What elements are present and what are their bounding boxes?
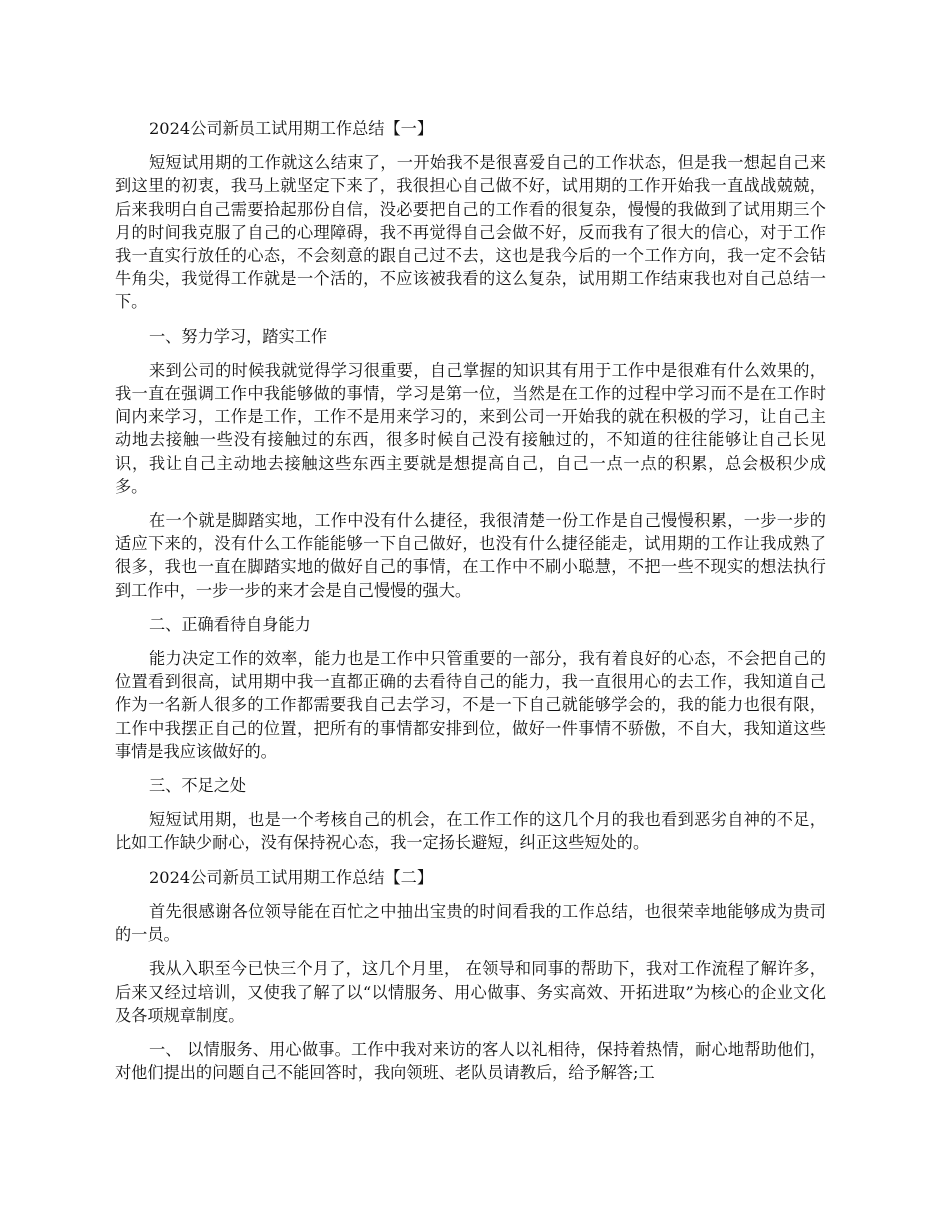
heading-shortcomings: 三、不足之处 [149, 776, 247, 796]
paragraph-ability: 能力决定工作的效率，能力也是工作中只管重要的一部分，我有着良好的心态，不会把自己的位置看到很高，试用期中我一直都正确的去看待自己的能力，我一直很用心的去工作，我知道自己作为一名新人很多的工作都需要我自己去学习，不是一下自己就能够学会的，我的能力也很有限，工作中我摆正自己的位置，把所有的事情都安排到位，做好一件事情不骄傲，不自大，我知道这些事情是我应该做好的。 [115, 649, 826, 761]
paragraph-down-to-earth: 在一个就是脚踏实地，工作中没有什么捷径，我很清楚一份工作是自己慢慢积累，一步一步的适应下来的，没有什么工作能能够一下自己做好，也没有什么捷径能走，试用期的工作让我成熟了很多，我也一直在脚踏实地的做好自己的事情，在工作中不刷小聪慧，不把一些不现实的想法执行到工作中，一步一步的来才会是自己慢慢的强大。 [115, 511, 826, 600]
document-body [115, 117, 826, 1095]
paragraph-shortcomings: 短短试用期，也是一个考核自己的机会，在工作工作的这几个月的我也看到恶劣自神的不足，比如工作缺少耐心，没有保持祝心态，我一定扬长避短，纠正这些短处的。 [115, 810, 826, 853]
intro-paragraph: 短短试用期的工作就这么结束了，一开始我不是很喜爱自己的工作状态，但是我一想起自己来到这里的初衷，我马上就坚定下来了，我很担心自己做不好，试用期的工作开始我一直战战兢兢，后来我明白自己需要拾起那份自信，没必要把自己的工作看的很复杂，慢慢的我做到了试用期三个月的时间我克服了自己的心理障碍，我不再觉得自己会做不好，反而我有了很大的信心，对于工作我一直实行放任的心态，不会刻意的跟自己过不去，这也是我今后的一个工作方向，我一定不会钻牛角尖，我觉得工作就是一个活的，不应该被我看的这么复杂，试用期工作结束我也对自己总结一下。 [115, 153, 826, 312]
section-title-part-two: 2024公司新员工试用期工作总结【二】 [149, 867, 434, 887]
heading-study-work: 一、努力学习，踏实工作 [149, 326, 328, 346]
section-title-part-one: 2024公司新员工试用期工作总结【一】 [149, 119, 434, 138]
paragraph-service: 一、 以情服务、用心做事。工作中我对来访的客人以礼相待，保持着热情，耐心地帮助他们，对他们提出的问题自己不能回答时，我向领班、老队员请教后，给予解答;工 [115, 1039, 826, 1083]
paragraph-study: 来到公司的时候我就觉得学习很重要，自己掌握的知识其有用于工作中是很难有什么效果的，我一直在强调工作中我能够做的事情，学习是第一位，当然是在工作的过程中学习而不是在工作时间内来学习，工作是工作，工作不是用来学习的，来到公司一开始我的就在积极的学习，让自己主动地去接触一些没有接触过的东西，很多时候自己没有接触过的，不知道的往往能够让自己长见识，我让自己主动地去接触这些东西主要就是想提高自己，自己一点一点的积累，总会极积少成多。 [115, 360, 826, 496]
paragraph-onboarding: 我从入职至今已快三个月了，这几个月里， 在领导和同事的帮助下，我对工作流程了解许多，后来又经过培训，又使我了解了以“以情服务、用心做事、务实高效、开拓进取”为核心的企业文化及各项规章制度。 [115, 959, 826, 1025]
paragraph-thanks: 首先很感谢各位领导能在百忙之中抽出宝贵的时间看我的工作总结，也很荣幸地能够成为贵司的一员。 [115, 901, 826, 945]
heading-ability: 二、正确看待自身能力 [149, 614, 311, 634]
